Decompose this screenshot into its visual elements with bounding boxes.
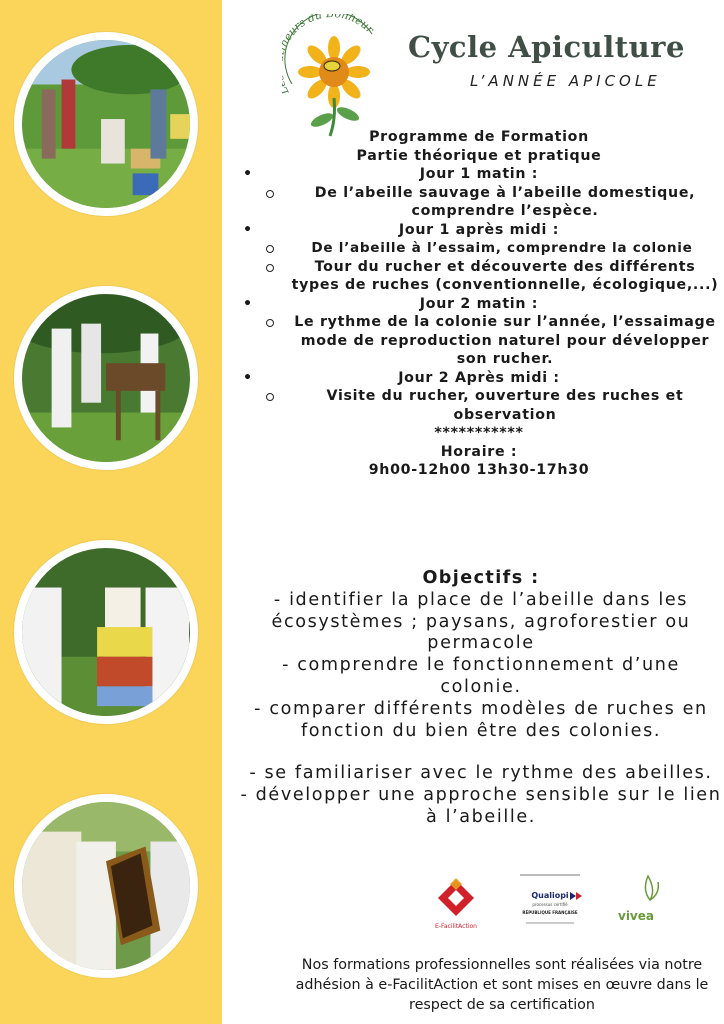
objectif-line: - comparer différents modèles de ruches en fonction du bien être des colonies. [254, 698, 708, 741]
programme-heading: Programme de Formation [369, 129, 589, 145]
separator-stars: *********** [434, 425, 524, 441]
day-item [236, 387, 722, 424]
day-block [236, 221, 722, 240]
circle-bullet-icon [266, 190, 274, 198]
photo-beekeepers-hive [14, 286, 198, 470]
day-item [236, 184, 722, 221]
svg-text:Qualiopi: Qualiopi [531, 891, 569, 900]
page-title: Cycle Apiculture [408, 30, 685, 64]
day-block [236, 165, 722, 184]
photo-group-training [14, 32, 198, 216]
svg-text:vivea: vivea [618, 909, 654, 923]
day-item-text: De l’abeille sauvage à l’abeille domestique, comprendre l’espèce. [314, 184, 696, 219]
day-item-text: De l’abeille à l’essaim, comprendre la colonie [311, 240, 693, 256]
svg-text:RÉPUBLIQUE FRANÇAISE: RÉPUBLIQUE FRANÇAISE [522, 910, 578, 915]
efacil-text: E-FacilitAction [435, 923, 477, 930]
vivea-logo [618, 876, 658, 923]
day-item-text: Tour du rucher et découverte des différents types de ruches (conventionnelle, écologique,...) [291, 258, 719, 293]
butineurs-logo [282, 14, 382, 138]
day-item-text: Le rythme de la colonie sur l’année, l’essaimage mode de reproduction naturel pour développer son rucher. [294, 314, 716, 367]
day-item [236, 313, 722, 369]
objectif-line: - se familiariser avec le rythme des abeilles. [249, 763, 713, 784]
svg-text:processus certifié: processus certifié [532, 902, 568, 907]
circle-bullet-icon [266, 319, 274, 327]
horaire-value: 9h00-12h00 13h30-17h30 [368, 462, 590, 478]
objectif-line: - comprendre le fonctionnement d’une colonie. [282, 655, 680, 697]
objectifs-heading: Objectifs : [422, 568, 540, 588]
photo-colored-hive [14, 540, 198, 724]
day-label: Jour 2 matin : [419, 295, 539, 312]
bullet-dot: • [243, 221, 253, 238]
page-subtitle: L’ANNÉE APICOLE [470, 72, 661, 90]
objectifs-section [238, 568, 724, 829]
spacer [238, 742, 724, 763]
day-item [236, 239, 722, 258]
programme-subheading: Partie théorique et pratique [356, 147, 602, 164]
circle-bullet-icon [266, 393, 274, 401]
objectif-line: - développer une approche sensible sur le lien à l’abeille. [240, 785, 722, 827]
partner-logos [420, 868, 680, 938]
bullet-dot: • [243, 369, 253, 386]
bullet-dot: • [243, 166, 253, 182]
bullet-dot: • [243, 295, 253, 312]
programme-section [236, 128, 722, 480]
photo-honeycomb-frame [14, 794, 198, 978]
day-block [236, 295, 722, 314]
horaire-label: Horaire : [440, 443, 518, 460]
circle-bullet-icon [266, 264, 274, 272]
qualiopi-logo [520, 874, 582, 924]
objectif-line: - identifier la place de l’abeille dans les écosystèmes ; paysans, agroforestier ou permacole [271, 589, 691, 654]
efacilitaction-logo [435, 878, 477, 930]
day-item-text: Visite du rucher, ouverture des ruches et observation [326, 388, 684, 423]
footer-text: Nos formations professionnelles sont réalisées via notre adhésion à e-FacilitAction et sont mises en œuvre dans le respect de sa certification [295, 957, 709, 1013]
day-item [236, 258, 722, 295]
day-label: Jour 1 matin : [419, 166, 539, 182]
day-label: Jour 2 Après midi : [398, 369, 560, 386]
day-label: Jour 1 après midi : [398, 221, 560, 238]
circle-bullet-icon [266, 245, 274, 253]
svg-text:Les Butineurs du Bonheur: eurs du nheur [282, 14, 377, 44]
day-block [236, 369, 722, 388]
